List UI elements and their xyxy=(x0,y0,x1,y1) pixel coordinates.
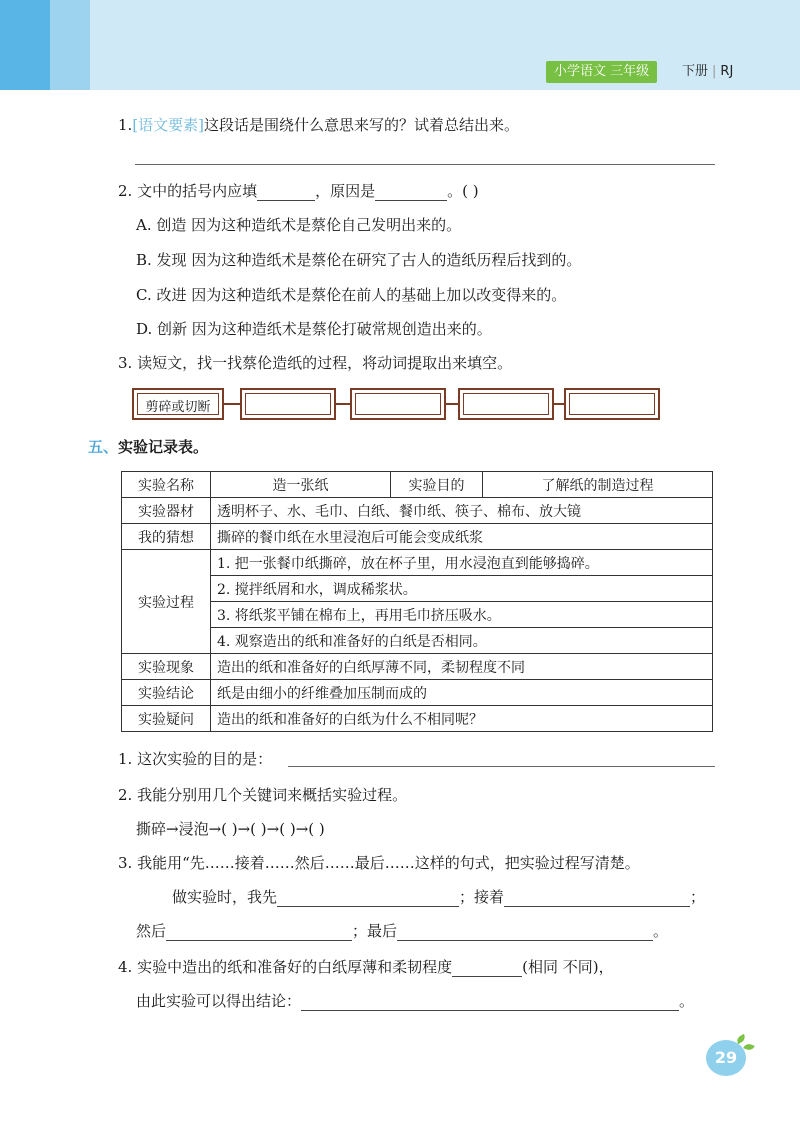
fill-blank[interactable] xyxy=(277,891,459,907)
table-row xyxy=(122,472,713,498)
question-text: ，原因是 xyxy=(315,182,376,200)
sentence-line-1 xyxy=(172,886,705,907)
experiment-record-table xyxy=(121,471,713,732)
table-row xyxy=(122,680,713,706)
question-text: 这段话是围绕什么意思来写的？试着总结出来。 xyxy=(204,116,520,134)
subject-grade-badge: 小学语文 三年级 xyxy=(546,61,657,83)
option-b[interactable]: B. 发现 因为这种造纸术是蔡伦在研究了古人的造纸历程后找到的。 xyxy=(136,251,582,269)
process-box-5[interactable] xyxy=(564,388,660,420)
header-accent-strip xyxy=(0,0,50,90)
question-1 xyxy=(118,114,519,135)
process-step: 3. 将纸浆平铺在棉布上，再用毛巾挤压吸水。 xyxy=(211,602,713,628)
term-edition: 下册 | RJ xyxy=(682,64,734,79)
table-label-cell: 我的猜想 xyxy=(122,524,211,550)
table-value-cell: 透明杯子、水、毛巾、白纸、餐巾纸、筷子、棉布、放大镜 xyxy=(211,498,713,524)
table-row xyxy=(122,654,713,680)
process-connector xyxy=(336,403,350,405)
section-heading: 实验记录表。 xyxy=(118,438,209,456)
experiment-question-3: 3. 我能用“先……接着……然后……最后……这样的句式，把实验过程写清楚。 xyxy=(118,854,640,872)
table-label-cell: 实验器材 xyxy=(122,498,211,524)
table-label-cell: 实验疑问 xyxy=(122,706,211,732)
sentence-text: 。 xyxy=(653,922,669,940)
table-label-cell: 实验名称 xyxy=(122,472,211,498)
sentence-text: 然后 xyxy=(136,922,167,940)
edition-label: RJ xyxy=(720,64,734,79)
process-box-label: 剪碎或切断 xyxy=(145,400,211,415)
process-step: 2. 搅拌纸屑和水，调成稀浆状。 xyxy=(211,576,713,602)
conclusion-line xyxy=(136,990,694,1011)
fill-blank[interactable] xyxy=(452,961,522,977)
fill-blank[interactable] xyxy=(504,891,690,907)
table-row xyxy=(122,628,713,654)
leaf-decoration-icon xyxy=(743,1042,754,1051)
table-label-cell: 实验目的 xyxy=(391,472,483,498)
section-number: 五、 xyxy=(88,438,119,456)
experiment-question-4 xyxy=(118,956,614,977)
table-row xyxy=(122,576,713,602)
sentence-text: ； xyxy=(690,888,706,906)
table-row xyxy=(122,602,713,628)
option-a[interactable]: A. 创造 因为这种造纸术是蔡伦自己发明出来的。 xyxy=(136,216,462,234)
table-row xyxy=(122,498,713,524)
process-box-2[interactable] xyxy=(240,388,336,420)
table-label-cell: 实验现象 xyxy=(122,654,211,680)
table-value-cell: 造一张纸 xyxy=(211,472,391,498)
question-3: 3. 读短文，找一找蔡伦造纸的过程，将动词提取出来填空。 xyxy=(118,354,513,372)
table-value-cell: 了解纸的制造过程 xyxy=(483,472,713,498)
table-value-cell: 造出的纸和准备好的白纸为什么不相同呢？ xyxy=(211,706,713,732)
experiment-question-2: 2. 我能分别用几个关键词来概括实验过程。 xyxy=(118,786,408,804)
header-accent-strip-light xyxy=(50,0,90,90)
experiment-question-1 xyxy=(118,748,272,769)
process-box-3[interactable] xyxy=(350,388,446,420)
sentence-text: ；接着 xyxy=(459,888,505,906)
question-text: 由此实验可以得出结论： xyxy=(136,992,302,1010)
fill-blank[interactable] xyxy=(166,925,352,941)
question-text: 4. 实验中造出的纸和准备好的白纸厚薄和柔韧程度 xyxy=(118,958,453,976)
sentence-line-2 xyxy=(136,920,668,941)
table-value-cell: 撕碎的餐巾纸在水里浸泡后可能会变成纸浆 xyxy=(211,524,713,550)
answer-bracket[interactable]: 。( ) xyxy=(447,182,479,200)
table-row xyxy=(122,550,713,576)
fill-blank[interactable] xyxy=(301,995,679,1011)
fill-blank[interactable] xyxy=(375,185,447,201)
fill-blank[interactable] xyxy=(257,185,315,201)
question-text: 。 xyxy=(679,992,695,1010)
section-title xyxy=(88,436,208,457)
keyword-chain[interactable]: 撕碎→浸泡→( )→( )→( )→( ) xyxy=(136,820,325,838)
question-number: 1. xyxy=(118,116,133,134)
sentence-text: ；最后 xyxy=(352,922,398,940)
question-text: 1. 这次实验的目的是： xyxy=(118,750,273,768)
process-box-4[interactable] xyxy=(458,388,554,420)
table-value-cell: 造出的纸和准备好的白纸厚薄不同，柔韧程度不同 xyxy=(211,654,713,680)
process-step: 4. 观察造出的纸和准备好的白纸是否相同。 xyxy=(211,628,713,654)
question-text: 2. 文中的括号内应填 xyxy=(118,182,258,200)
table-label-cell: 实验过程 xyxy=(122,550,211,654)
process-box-1 xyxy=(132,388,224,420)
process-connector xyxy=(446,403,458,405)
option-d[interactable]: D. 创新 因为这种造纸术是蔡伦打破常规创造出来的。 xyxy=(136,320,492,338)
table-value-cell: 纸是由细小的纤维叠加压制而成的 xyxy=(211,680,713,706)
answer-line[interactable] xyxy=(135,164,715,165)
process-connector xyxy=(224,403,240,405)
page-header xyxy=(0,0,800,90)
process-step: 1. 把一张餐巾纸撕碎，放在杯子里，用水浸泡直到能够捣碎。 xyxy=(211,550,713,576)
process-connector xyxy=(554,403,564,405)
page-number: 29 xyxy=(706,1040,746,1076)
option-c[interactable]: C. 改进 因为这种造纸术是蔡伦在前人的基础上加以改变得来的。 xyxy=(136,286,567,304)
leaf-decoration-icon xyxy=(735,1034,747,1044)
term-label: 下册 xyxy=(682,64,709,79)
choice-options[interactable]: (相同 不同)， xyxy=(522,958,614,976)
answer-line[interactable] xyxy=(288,766,715,767)
question-2 xyxy=(118,180,479,201)
table-label-cell: 实验结论 xyxy=(122,680,211,706)
fill-blank[interactable] xyxy=(397,925,653,941)
table-row xyxy=(122,706,713,732)
language-element-tag: [语文要素] xyxy=(132,116,205,134)
sentence-text: 做实验时，我先 xyxy=(172,888,278,906)
table-row xyxy=(122,524,713,550)
